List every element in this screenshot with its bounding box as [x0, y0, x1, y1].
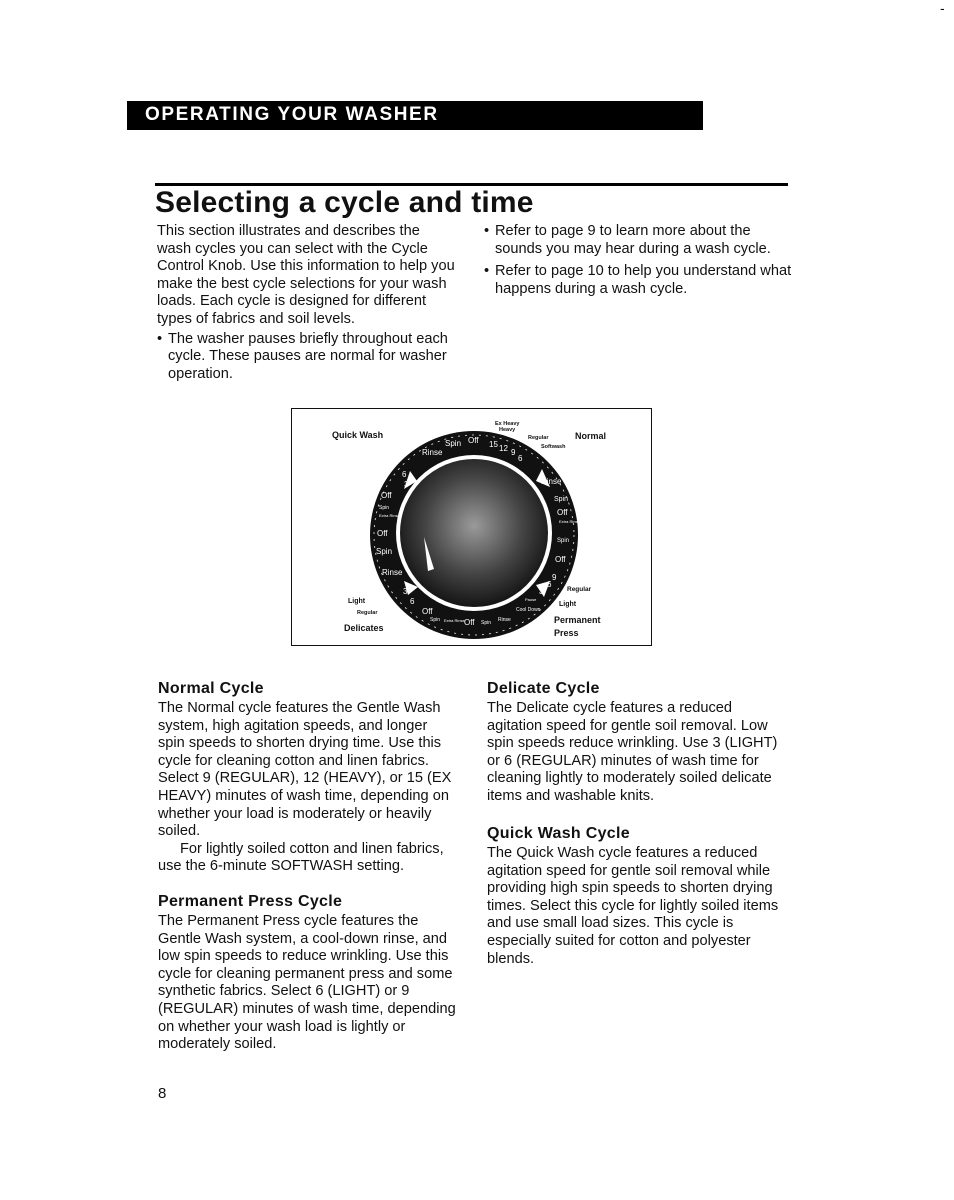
label-press: Press — [554, 628, 579, 638]
ring-6-left: 6 — [402, 470, 407, 479]
ring-rinse-right: Rinse — [541, 477, 562, 486]
ring-off-top: Off — [468, 436, 479, 445]
ring-9-right: 9 — [552, 573, 557, 582]
delicate-cycle-section — [487, 680, 787, 806]
ring-3-bottom-left: 3 — [403, 587, 408, 596]
label-heavy: Heavy — [499, 427, 516, 433]
ring-6-top: 6 — [518, 454, 523, 463]
normal-cycle-heading: Normal Cycle — [158, 680, 264, 697]
ring-3-left: 3 — [404, 480, 409, 489]
ring-rinse-left: Rinse — [382, 568, 403, 577]
ring-6-right: 6 — [547, 580, 552, 589]
normal-cycle-text: The Normal cycle features the Gentle Wash system, high agitation speeds, and longer spin speeds to shorten drying time. Use this cycle for cleaning cotton and linen fabrics. Select 9 (REGULAR), 12 (HEAVY), or 15 (EX HEAVY) minutes of wash time, depending on whether your load is moderately or heavily soiled. — [158, 700, 452, 840]
label-regular-left: Regular — [357, 610, 378, 616]
section-header-label: OPERATING YOUR WASHER — [145, 104, 439, 125]
ring-12: 12 — [499, 444, 508, 453]
ring-off-bottom-left: Off — [422, 607, 433, 616]
ring-3-right: 3 — [539, 587, 544, 596]
normal-cycle-softwash-note: For lightly soiled cotton and linen fabrics, use the 6-minute SOFTWASH setting. — [158, 840, 444, 875]
cycle-knob-figure — [291, 408, 652, 646]
ring-spin-bottom: Spin — [430, 617, 441, 623]
permanent-press-section — [158, 893, 458, 1054]
ring-extra-rinse-right: Extra Rinse — [559, 519, 580, 524]
ring-spin-left: Spin — [376, 547, 393, 556]
intro-paragraph: This section illustrates and describes the wash cycles you can select with the Cycle Control Knob. Use this information to help you make the best cycle selections for your wash loads. Each cycle is designed for different types of fabrics and soil levels. — [157, 223, 455, 327]
ring-cool-down: Cool Down — [516, 607, 541, 613]
cycle-knob-illustration — [292, 409, 653, 647]
label-light-left: Light — [348, 598, 366, 605]
permanent-press-heading: Permanent Press Cycle — [158, 893, 343, 910]
ring-6-bottom-left: 6 — [410, 597, 415, 606]
quick-wash-section — [487, 825, 787, 968]
ring-off-right-2: Off — [555, 555, 566, 564]
delicate-cycle-text: The Delicate cycle features a reduced agitation speed for gentle soil removal. Low spin speeds reduce wrinkling. Use 3 (LIGHT) or 6 (REGULAR) minutes of wash time for cleaning lightly to moderately soiled delicate items and washable knits. — [487, 700, 778, 804]
ring-15: 15 — [489, 440, 498, 449]
ring-rinse-top-left: Rinse — [422, 448, 443, 457]
label-quick-wash: Quick Wash — [332, 430, 384, 440]
intro-column-left — [157, 223, 457, 383]
ring-spin-right-2: Spin — [557, 538, 570, 544]
intro-column-right — [484, 223, 794, 303]
ring-spin-top: Spin — [445, 439, 462, 448]
ring-pause: Pause — [525, 597, 537, 602]
normal-cycle-section — [158, 680, 458, 876]
permanent-press-text: The Permanent Press cycle features the Gentle Wash system, a cool-down rinse, and low spin speeds to reduce wrinkling. Use this cycle for cleaning permanent press and some synthetic fabrics. Select 6 (LIGHT) or 9 (REGULAR) minutes of wash time, depending on whether your wash load is lightly or moderately soiled. — [158, 913, 456, 1053]
label-light-right: Light — [559, 601, 577, 608]
page-title: Selecting a cycle and time — [155, 186, 534, 219]
label-softwash: Softwash — [541, 444, 566, 450]
intro-bullet-sounds: • Refer to page 9 to learn more about the sounds you may hear during a wash cycle. — [484, 223, 794, 258]
ring-off-left: Off — [381, 491, 392, 500]
ring-extra-rinse-left: Extra Rinse — [379, 513, 400, 518]
corner-mark: - — [940, 0, 945, 16]
ring-off-bottom: Off — [464, 618, 475, 627]
label-ex-heavy: Ex Heavy — [495, 421, 520, 427]
ring-spin-bottom-2: Spin — [481, 620, 492, 626]
section-header-bar — [127, 101, 703, 130]
intro-bullet-wash-cycle: • Refer to page 10 to help you understand what happens during a wash cycle. — [484, 263, 794, 298]
delicate-cycle-heading: Delicate Cycle — [487, 680, 600, 697]
intro-bullet-pauses: • The washer pauses briefly throughout each cycle. These pauses are normal for washer operation. — [157, 331, 457, 384]
label-normal: Normal — [575, 431, 607, 441]
quick-wash-text: The Quick Wash cycle features a reduced agitation speed for gentle soil removal while providing high spin speeds to shorten drying times. Select this cycle for lightly soiled items and use small load sizes. This cycle is especially suited for cotton and polyester blends. — [487, 845, 779, 967]
ring-spin-right: Spin — [554, 496, 569, 503]
ring-off-right: Off — [557, 508, 568, 517]
label-delicates: Delicates — [344, 623, 384, 633]
ring-rinse-bottom: Rinse — [498, 617, 511, 623]
ring-off-left-2: Off — [377, 529, 388, 538]
label-regular-top: Regular — [528, 435, 549, 441]
ring-extra-rinse-bottom: Extra Rinse — [444, 618, 465, 623]
ring-spin-left-small: Spin — [379, 505, 390, 511]
page-number: 8 — [158, 1085, 167, 1102]
label-permanent: Permanent — [554, 615, 601, 625]
label-regular-right: Regular — [567, 586, 592, 593]
quick-wash-heading: Quick Wash Cycle — [487, 825, 630, 842]
ring-9-top: 9 — [511, 448, 516, 457]
cycle-knob — [400, 459, 548, 607]
